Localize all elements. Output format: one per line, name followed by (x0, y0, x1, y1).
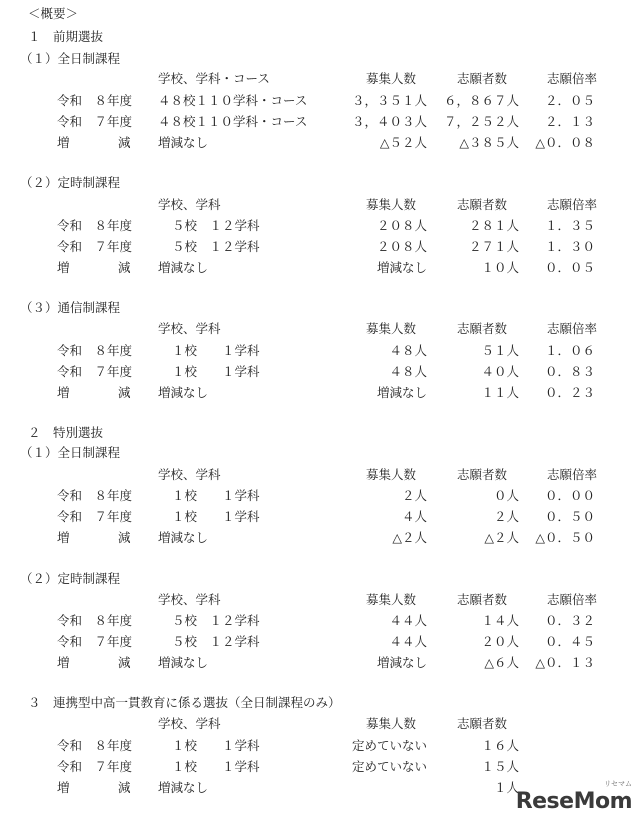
summary-title: ＜概要＞ (28, 6, 79, 21)
s2-sub2-diff-label-b: 減 (118, 655, 131, 670)
s2-sub2-diff-applicants: △６人 (484, 655, 519, 670)
s1-sub1-r7-label: 令和 ７年度 (57, 114, 133, 129)
s2-sub2-diff-capacity: 増減なし (376, 655, 427, 670)
s1-sub2-header-ratio: 志願倍率 (547, 197, 598, 212)
s3-r8-applicants: １６人 (481, 738, 519, 753)
s1-sub1-diff-school: 増減なし (158, 135, 209, 150)
s2-sub1-r8-label: 令和 ８年度 (57, 488, 133, 503)
s1-sub3-header-capacity: 募集人数 (366, 321, 417, 336)
s2-sub2-header-school: 学校、学科 (158, 592, 221, 607)
s2-sub1-header-applicants: 志願者数 (457, 467, 508, 482)
s3-diff-applicants: １人 (493, 780, 519, 795)
s3-header-applicants: 志願者数 (457, 716, 508, 731)
resemom-logo (515, 780, 632, 814)
s1-sub1-header-applicants: 志願者数 (457, 71, 508, 86)
s2-sub1-r7-ratio: ０．５０ (544, 509, 595, 524)
s1-sub2-diff-capacity: 増減なし (376, 260, 427, 275)
s1-sub2-r7-label: 令和 ７年度 (57, 239, 133, 254)
s2-sub1-header-school: 学校、学科 (158, 467, 221, 482)
s1-sub3-r8-applicants: ５１人 (481, 343, 519, 358)
s1-sub2-r8-label: 令和 ８年度 (57, 218, 133, 233)
s1-sub1-r8-school: ４８校１１０学科・コース (158, 93, 308, 108)
s1-sub1-diff-applicants: △３８５人 (459, 135, 519, 150)
s1-sub2-diff-applicants: １０人 (481, 260, 519, 275)
s1-sub1-r8-applicants: ６，８６７人 (443, 93, 519, 108)
s2-sub1-diff-capacity: △２人 (392, 530, 427, 545)
s1-sub1-title: （１）全日制課程 (20, 51, 121, 66)
s2-sub1-diff-label-a: 増 (57, 530, 70, 545)
s2-sub1-diff-school: 増減なし (158, 530, 209, 545)
s2-sub1-diff-ratio: △０．５０ (535, 530, 595, 545)
s2-sub2-header-applicants: 志願者数 (457, 592, 508, 607)
s1-sub3-diff-label-b: 減 (118, 385, 131, 400)
s1-sub2-r8-applicants: ２８１人 (468, 218, 519, 233)
s1-sub1-header-school: 学校、学科・コース (158, 71, 270, 86)
s2-sub2-header-capacity: 募集人数 (366, 592, 417, 607)
s2-sub2-diff-ratio: △０．１３ (535, 655, 595, 670)
s1-sub2-r7-ratio: １．３０ (544, 239, 595, 254)
s1-sub2-r7-capacity: ２０８人 (376, 239, 427, 254)
s3-r7-applicants: １５人 (481, 759, 519, 774)
s1-sub3-r8-ratio: １．０６ (544, 343, 595, 358)
s2-sub2-r7-ratio: ０．４５ (544, 634, 595, 649)
s1-sub1-header-ratio: 志願倍率 (547, 71, 598, 86)
s2-sub2-r8-ratio: ０．３２ (544, 613, 595, 628)
s2-sub1-diff-applicants: △２人 (484, 530, 519, 545)
logo-text: ReseMom (515, 789, 632, 814)
s1-sub3-r7-school: １校 １学科 (172, 364, 260, 379)
s1-sub2-diff-ratio: ０．０５ (544, 260, 595, 275)
s1-sub1-r8-label: 令和 ８年度 (57, 93, 133, 108)
s2-sub1-header-capacity: 募集人数 (366, 467, 417, 482)
s3-r8-capacity: 定めていない (351, 738, 427, 753)
s1-sub3-header-applicants: 志願者数 (457, 321, 508, 336)
s1-sub3-r7-ratio: ０．８３ (544, 364, 595, 379)
s1-sub2-r7-school: ５校 １２学科 (172, 239, 260, 254)
s2-sub2-title: （２）定時制課程 (20, 571, 121, 586)
s1-sub1-r7-applicants: ７，２５２人 (443, 114, 519, 129)
s2-sub1-header-ratio: 志願倍率 (547, 467, 598, 482)
s3-r8-label: 令和 ８年度 (57, 738, 133, 753)
s2-sub1-title: （１）全日制課程 (20, 445, 121, 460)
s2-sub2-r8-label: 令和 ８年度 (57, 613, 133, 628)
s1-sub3-diff-applicants: １１人 (481, 385, 519, 400)
s1-sub1-diff-capacity: △５２人 (379, 135, 427, 150)
s1-sub3-r7-label: 令和 ７年度 (57, 364, 133, 379)
s1-sub3-diff-ratio: ０．２３ (544, 385, 595, 400)
s3-r7-capacity: 定めていない (351, 759, 427, 774)
s1-sub2-header-applicants: 志願者数 (457, 197, 508, 212)
s1-sub2-diff-label-a: 増 (57, 260, 70, 275)
s2-sub2-r7-school: ５校 １２学科 (172, 634, 260, 649)
s1-sub2-r8-school: ５校 １２学科 (172, 218, 260, 233)
s2-sub2-diff-school: 増減なし (158, 655, 209, 670)
s1-sub1-diff-label-a: 増 (57, 135, 70, 150)
s1-sub1-r7-capacity: ３，４０３人 (351, 114, 427, 129)
s2-sub2-diff-label-a: 増 (57, 655, 70, 670)
s3-diff-label-a: 増 (57, 780, 70, 795)
s2-sub1-r8-capacity: ２人 (401, 488, 427, 503)
s2-sub1-r7-applicants: ２人 (493, 509, 519, 524)
s1-sub1-diff-ratio: △０．０８ (535, 135, 595, 150)
s2-sub2-r7-label: 令和 ７年度 (57, 634, 133, 649)
s2-sub2-r8-capacity: ４４人 (389, 613, 427, 628)
s1-sub2-diff-label-b: 減 (118, 260, 131, 275)
s2-sub1-r7-capacity: ４人 (401, 509, 427, 524)
s1-sub3-r8-label: 令和 ８年度 (57, 343, 133, 358)
s1-sub1-r7-school: ４８校１１０学科・コース (158, 114, 308, 129)
s1-sub3-r8-capacity: ４８人 (389, 343, 427, 358)
s1-sub1-r7-ratio: ２．１３ (544, 114, 595, 129)
s2-sub1-r8-school: １校 １学科 (172, 488, 260, 503)
s1-sub2-r7-applicants: ２７１人 (468, 239, 519, 254)
s1-sub3-r8-school: １校 １学科 (172, 343, 260, 358)
s1-sub3-diff-capacity: 増減なし (376, 385, 427, 400)
s2-sub1-diff-label-b: 減 (118, 530, 131, 545)
s3-diff-label-b: 減 (118, 780, 131, 795)
s3-r8-school: １校 １学科 (172, 738, 260, 753)
s2-sub1-r8-applicants: ０人 (493, 488, 519, 503)
s1-sub3-title: （３）通信制課程 (20, 300, 121, 315)
s2-sub2-r7-applicants: ２０人 (481, 634, 519, 649)
s1-sub1-header-capacity: 募集人数 (366, 71, 417, 86)
s3-r7-label: 令和 ７年度 (57, 759, 133, 774)
s1-sub1-diff-label-b: 減 (118, 135, 131, 150)
s1-sub3-diff-school: 増減なし (158, 385, 209, 400)
s1-sub2-diff-school: 増減なし (158, 260, 209, 275)
s1-sub3-header-school: 学校、学科 (158, 321, 221, 336)
s1-sub2-r8-ratio: １．３５ (544, 218, 595, 233)
section-3-title: ３ 連携型中高一貫教育に係る選抜（全日制課程のみ） (28, 695, 341, 710)
s1-sub2-header-capacity: 募集人数 (366, 197, 417, 212)
s3-diff-school: 増減なし (158, 780, 209, 795)
s3-header-capacity: 募集人数 (366, 716, 417, 731)
s1-sub1-r8-ratio: ２．０５ (544, 93, 595, 108)
s1-sub1-r8-capacity: ３，３５１人 (351, 93, 427, 108)
s2-sub1-r7-label: 令和 ７年度 (57, 509, 133, 524)
s1-sub3-r7-applicants: ４０人 (481, 364, 519, 379)
s2-sub1-r8-ratio: ０．００ (544, 488, 595, 503)
section-1-title: １ 前期選抜 (28, 29, 104, 44)
s1-sub3-header-ratio: 志願倍率 (547, 321, 598, 336)
s2-sub2-header-ratio: 志願倍率 (547, 592, 598, 607)
logo-small-text: リセマム (604, 780, 632, 788)
s3-header-school: 学校、学科 (158, 716, 221, 731)
s1-sub2-r8-capacity: ２０８人 (376, 218, 427, 233)
s2-sub1-r7-school: １校 １学科 (172, 509, 260, 524)
s1-sub2-header-school: 学校、学科 (158, 197, 221, 212)
s2-sub2-r8-school: ５校 １２学科 (172, 613, 260, 628)
s2-sub2-r8-applicants: １４人 (481, 613, 519, 628)
s1-sub3-r7-capacity: ４８人 (389, 364, 427, 379)
s3-r7-school: １校 １学科 (172, 759, 260, 774)
section-2-title: ２ 特別選抜 (28, 425, 104, 440)
s1-sub3-diff-label-a: 増 (57, 385, 70, 400)
s2-sub2-r7-capacity: ４４人 (389, 634, 427, 649)
s1-sub2-title: （２）定時制課程 (20, 175, 121, 190)
